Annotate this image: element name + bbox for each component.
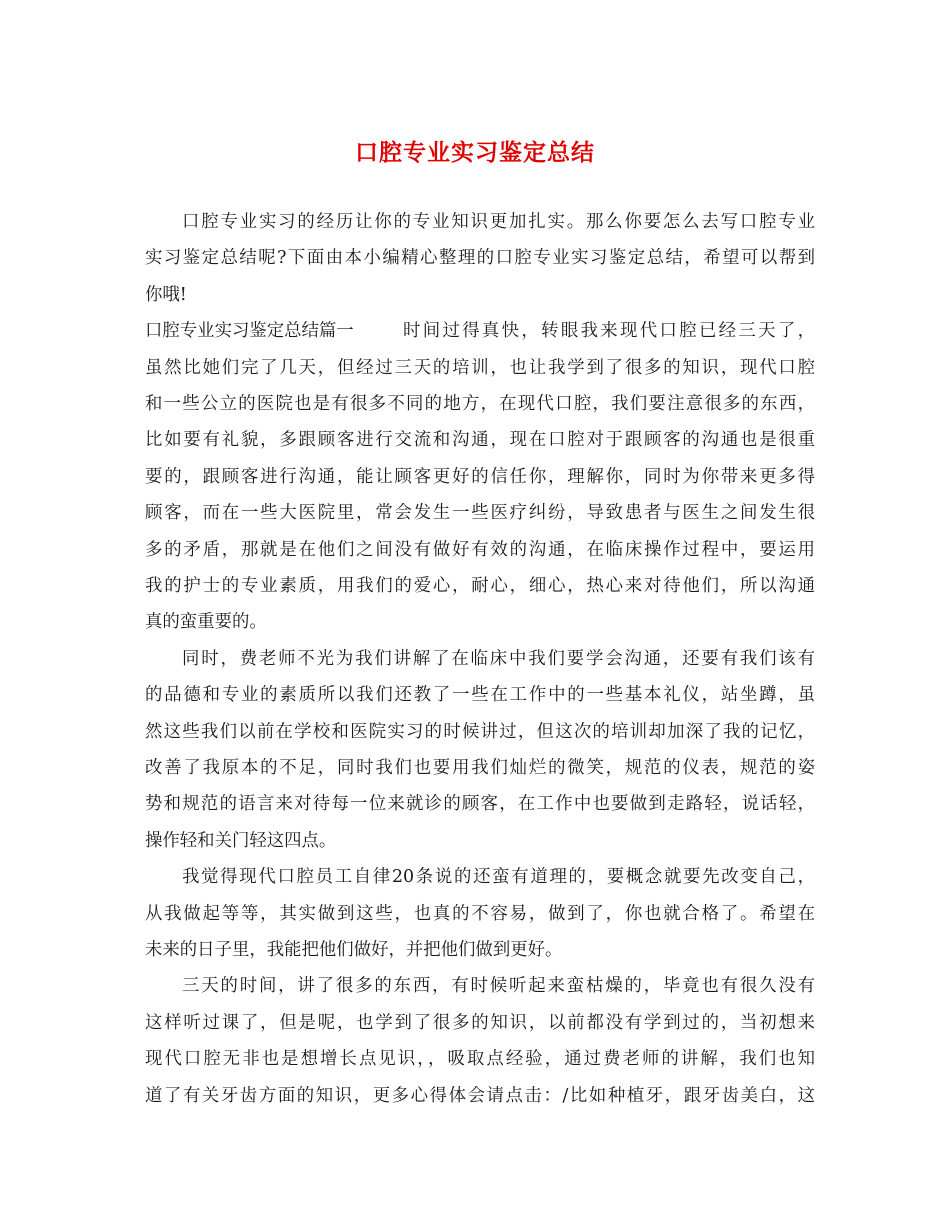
paragraph-line: 要的，跟顾客进行沟通，能让顾客更好的信任你，理解你，同时为你带来更多得 bbox=[145, 467, 815, 487]
paragraph-line: 道了有关牙齿方面的知识，更多心得体会请点击：/比如种植牙，跟牙齿美白，这 bbox=[145, 1086, 815, 1106]
paragraph-line: 三天的时间，讲了很多的东西，有时候听起来蛮枯燥的，毕竟也有很久没有 bbox=[182, 976, 815, 996]
section-first-line: 时间过得真快，转眼我来现代口腔已经三天了， bbox=[403, 321, 815, 341]
paragraph-line: 虽然比她们完了几天，但经过三天的培训，也让我学到了很多的知识，现代口腔 bbox=[145, 358, 815, 378]
paragraph-line: 我的护士的专业素质，用我们的爱心，耐心，细心，热心来对待他们，所以沟通 bbox=[145, 576, 815, 596]
paragraph-line: 改善了我原本的不足，同时我们也要用我们灿烂的微笑，规范的仪表，规范的姿 bbox=[145, 758, 815, 778]
paragraph-line: 多的矛盾，那就是在他们之间没有做好有效的沟通，在临床操作过程中，要运用 bbox=[145, 540, 815, 560]
paragraph-line: 真的蛮重要的。 bbox=[145, 612, 267, 632]
paragraph-line: 顾客，而在一些大医院里，常会发生一些医疗纠纷，导致患者与医生之间发生很 bbox=[145, 503, 815, 523]
paragraph-line: 势和规范的语言来对待每一位来就诊的顾客，在工作中也要做到走路轻，说话轻， bbox=[145, 794, 815, 814]
paragraph-line: 比如要有礼貌，多跟顾客进行交流和沟通，现在口腔对于跟顾客的沟通也是很重 bbox=[145, 430, 815, 450]
intro-line: 实习鉴定总结呢?下面由本小编精心整理的口腔专业实习鉴定总结，希望可以帮到 bbox=[145, 248, 815, 268]
intro-line: 你哦! bbox=[145, 285, 187, 305]
paragraph-line: 我觉得现代口腔员工自律20条说的还蛮有道理的，要概念就要先改变自己， bbox=[182, 867, 815, 887]
paragraph-line: 然这些我们以前在学校和医院实习的时候讲过，但这次的培训却加深了我的记忆， bbox=[145, 722, 815, 742]
section-title: 口腔专业实习鉴定总结篇一 bbox=[145, 321, 354, 341]
paragraph-line: 现代口腔无非也是想增长点见识，，吸取点经验，通过费老师的讲解，我们也知 bbox=[145, 1049, 815, 1069]
paragraph-line: 和一些公立的医院也是有很多不同的地方，在现代口腔，我们要注意很多的东西， bbox=[145, 394, 815, 414]
paragraph-line: 从我做起等等，其实做到这些，也真的不容易，做到了，你也就合格了。希望在 bbox=[145, 904, 815, 924]
paragraph-line: 的品德和专业的素质所以我们还教了一些在工作中的一些基本礼仪，站坐蹲，虽 bbox=[145, 685, 815, 705]
section-heading-line bbox=[145, 319, 815, 343]
document-title: 口腔专业实习鉴定总结 bbox=[355, 140, 595, 166]
intro-line: 口腔专业实习的经历让你的专业知识更加扎实。那么你要怎么去写口腔专业 bbox=[182, 212, 815, 232]
paragraph-line: 未来的日子里，我能把他们做好，并把他们做到更好。 bbox=[145, 940, 563, 960]
paragraph-line: 同时，费老师不光为我们讲解了在临床中我们要学会沟通，还要有我们该有 bbox=[182, 649, 815, 669]
paragraph-line: 操作轻和关门轻这四点。 bbox=[145, 831, 337, 851]
paragraph-line: 这样听过课了，但是呢，也学到了很多的知识，以前都没有学到过的，当初想来 bbox=[145, 1013, 815, 1033]
